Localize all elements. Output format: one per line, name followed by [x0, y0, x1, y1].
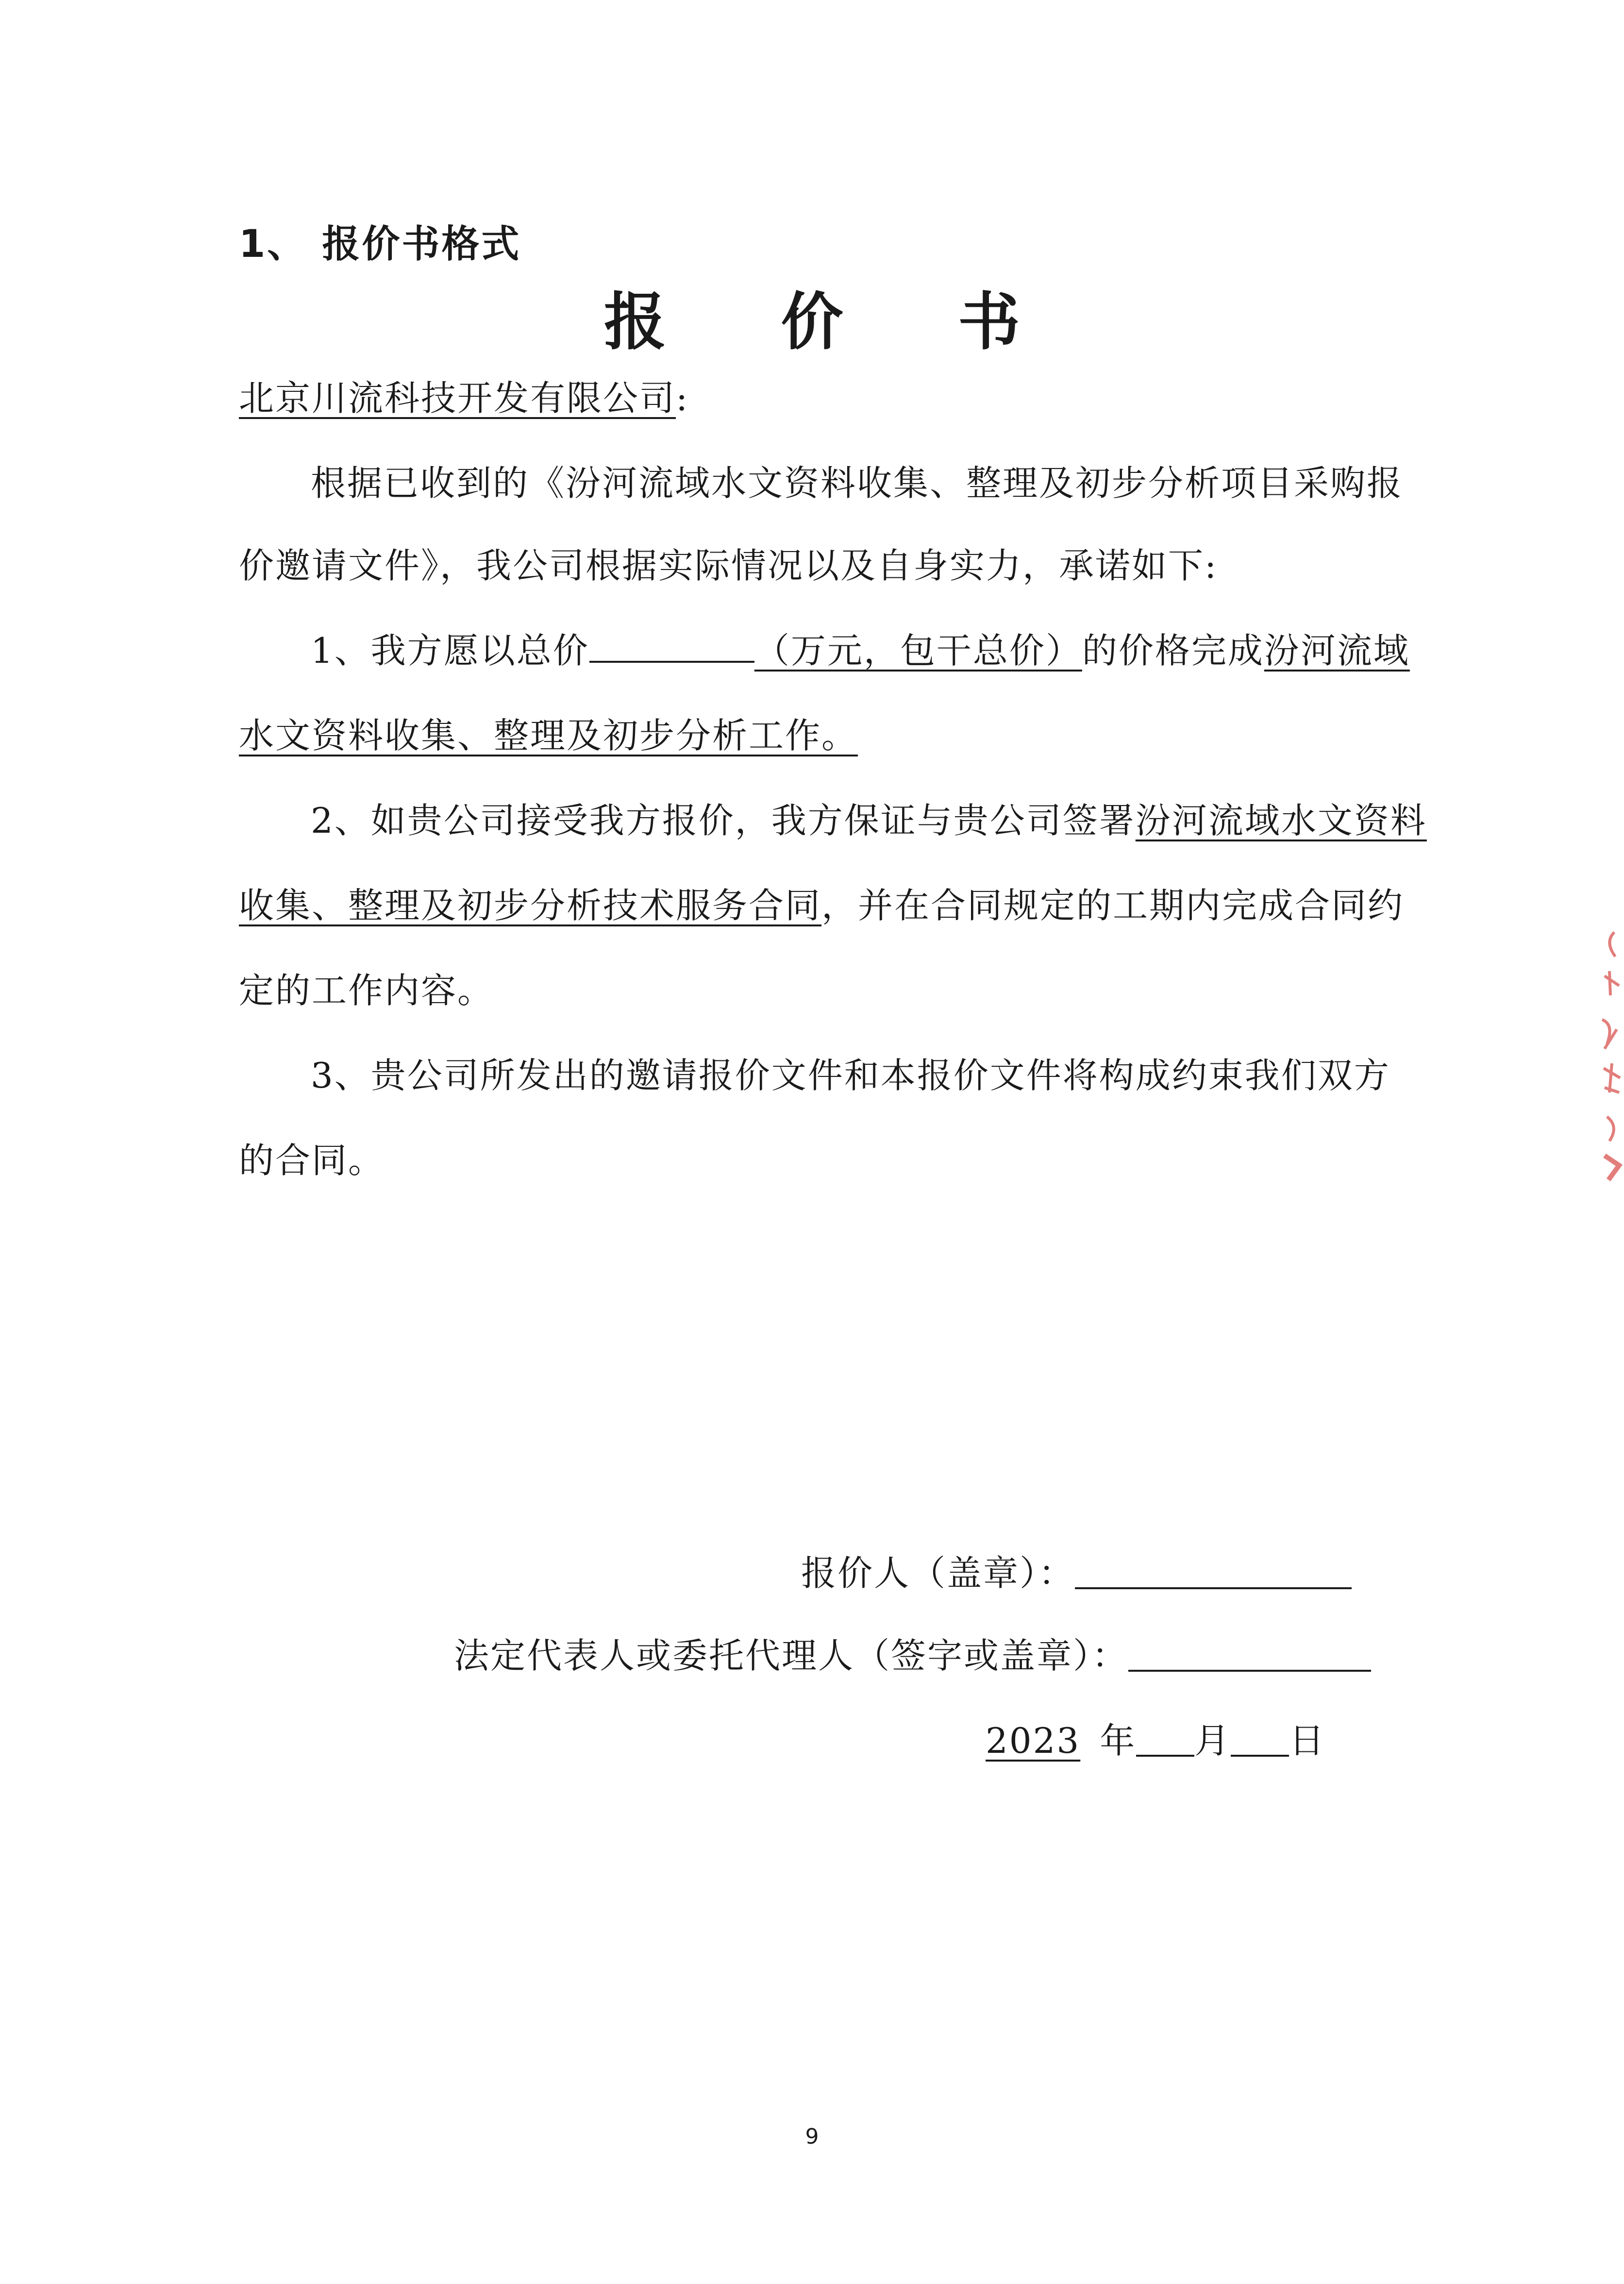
item-2-line-1	[311, 796, 1427, 845]
intro-line-2: 价邀请文件》，我公司根据实际情况以及自身实力，承诺如下:	[239, 545, 1218, 586]
date-day-unit: 日	[1289, 1720, 1326, 1761]
date-row	[966, 1716, 1325, 1765]
date-day-blank	[1231, 1720, 1289, 1757]
item-1-line-1	[311, 626, 1410, 675]
item-1-unit: （万元，包干总价）	[754, 630, 1082, 671]
representative-signature-row	[454, 1631, 1371, 1680]
item-1-project-a: 汾河流域	[1264, 630, 1410, 671]
item-2-contract-b: 收集、整理及初步分析技术服务合同	[239, 885, 822, 926]
page-number: 9	[805, 2124, 819, 2149]
item-3-line-2: 的合同。	[239, 1140, 385, 1181]
date-year: 2023	[986, 1720, 1081, 1761]
total-price-blank	[589, 627, 754, 663]
bidder-label: 报价人（盖章）：	[801, 1553, 1075, 1594]
item-2-prefix: 2、如贵公司接受我方报价，我方保证与贵公司签署	[311, 800, 1136, 841]
item-1-line-2	[239, 711, 858, 760]
item-2-line-3: 定的工作内容。	[239, 970, 494, 1011]
section-heading: 1、 报价书格式	[239, 222, 521, 266]
item-1-project-b: 水文资料收集、整理及初步分析工作。	[239, 715, 858, 756]
item-1-mid: 的价格完成	[1082, 630, 1264, 671]
representative-signature-line	[1128, 1635, 1371, 1672]
addressee: 北京川流科技开发有限公司	[239, 378, 676, 419]
item-1-prefix: 1、我方愿以总价	[311, 630, 589, 671]
addressee-colon: :	[676, 378, 689, 419]
date-year-unit: 年	[1100, 1720, 1137, 1761]
bidder-signature-line	[1075, 1552, 1352, 1589]
addressee-line	[239, 374, 689, 422]
item-2-suffix-a: ，并在合同规定的工期内完成合同约	[821, 885, 1405, 926]
item-2-contract-a: 汾河流域水文资料	[1135, 800, 1427, 841]
seal-stamp-fragment	[1585, 923, 1624, 1194]
date-month-blank	[1136, 1720, 1194, 1757]
bidder-signature-row	[801, 1549, 1352, 1597]
item-2-line-2	[239, 881, 1404, 930]
representative-label: 法定代表人或委托代理人（签字或盖章）：	[454, 1635, 1129, 1676]
document-title: 报 价 书	[603, 286, 1067, 358]
date-month-unit: 月	[1194, 1720, 1231, 1761]
intro-line-1: 根据已收到的《汾河流域水文资料收集、整理及初步分析项目采购报	[311, 463, 1404, 504]
item-3-line-1: 3、贵公司所发出的邀请报价文件和本报价文件将构成约束我们双方	[311, 1055, 1390, 1096]
